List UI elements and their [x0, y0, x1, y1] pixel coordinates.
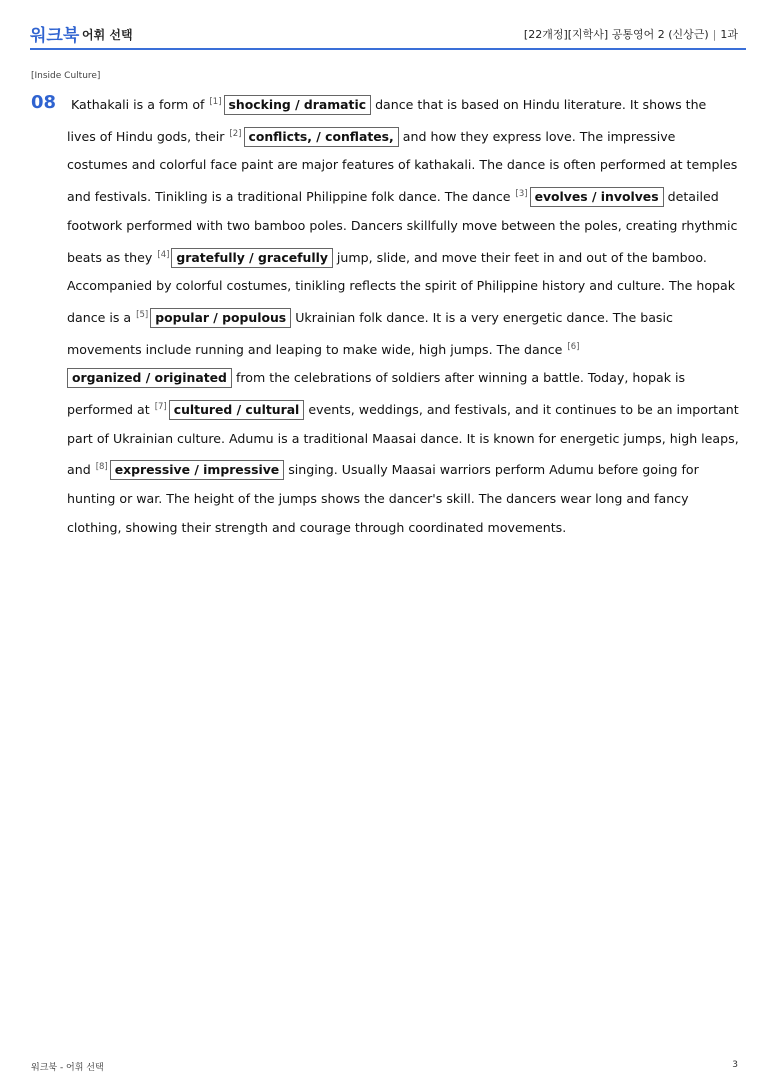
lesson-label: 1과	[720, 28, 738, 41]
passage-text-6: from the celebrations of soldiers after winning a battle. Today, hopak is performed at	[67, 370, 686, 418]
choice-box-8[interactable]: expressive / impressive	[110, 460, 284, 480]
passage-text-2: and how they express love. The impressive costumes and colorful face paint are major features of kathakali. The dance is often performed at temples and festivals. Tinikling is a traditional Philippine folk dance. The dance	[67, 128, 738, 205]
choice-box-6[interactable]: organized / originated	[67, 368, 232, 388]
choice-box-2[interactable]: conflicts, / conflates,	[244, 127, 399, 147]
passage-text-5: Ukrainian folk dance. It is a very energetic dance. The basic movements include running and leaping to make wide, high jumps. The dance	[67, 309, 673, 357]
passage-text-1: dance that is based on Hindu literature. It shows the lives of Hindu gods, their	[67, 97, 707, 144]
passage-text-8: singing. Usually Maasai warriors perform Adumu before going for hunting or war. The height of the jumps shows the dancer's skill. The dancers wear long and fancy clothing, showing their strength and courage through coordinated movements.	[67, 462, 699, 535]
passage-text-4: jump, slide, and move their feet in and out of the bamboo. Accompanied by colorful costumes, tinikling reflects the spirit of Philippine history and culture. The hopak dance is a	[67, 249, 736, 325]
choice-box-3[interactable]: evolves / involves	[530, 187, 664, 207]
marker-2: [2]	[229, 128, 242, 139]
course-title: [22개정][지학사] 공통영어 2 (신상근)	[523, 28, 709, 41]
marker-4: [4]	[157, 249, 170, 260]
footer-title: 워크북 - 어휘 선택	[31, 1063, 104, 1073]
question-number: 08	[31, 92, 57, 113]
passage-text-7: events, weddings, and festivals, and it continues to be an important part of Ukrainian culture. Adumu is a traditional Maasai dance. It is known for energetic jumps, high leaps, and	[67, 402, 739, 478]
marker-8: [8]	[95, 462, 108, 473]
choice-box-4[interactable]: gratefully / gracefully	[171, 248, 332, 268]
page-number: 3	[732, 1060, 738, 1070]
marker-5: [5]	[136, 309, 149, 320]
marker-6: [6]	[567, 341, 580, 352]
choice-box-5[interactable]: popular / populous	[150, 308, 291, 328]
passage-text-0: Kathakali is a form of	[71, 97, 205, 112]
course-info	[524, 26, 738, 42]
marker-3: [3]	[515, 189, 528, 200]
marker-1: [1]	[209, 97, 222, 107]
choice-box-1[interactable]: shocking / dramatic	[224, 95, 372, 115]
header-subtitle: 어휘 선택	[82, 28, 133, 42]
choice-box-7[interactable]: cultured / cultural	[169, 400, 305, 420]
passage-text-3: detailed footwork performed with two bamboo poles. Dancers skillfully move between the poles, creating rhythmic beats as they	[67, 189, 738, 265]
marker-7: [7]	[154, 402, 167, 413]
brand-title: 워크북	[30, 26, 80, 46]
page-header	[30, 18, 746, 50]
section-label: [Inside Culture]	[31, 71, 101, 81]
passage	[67, 88, 739, 543]
header-separator: |	[712, 28, 717, 41]
